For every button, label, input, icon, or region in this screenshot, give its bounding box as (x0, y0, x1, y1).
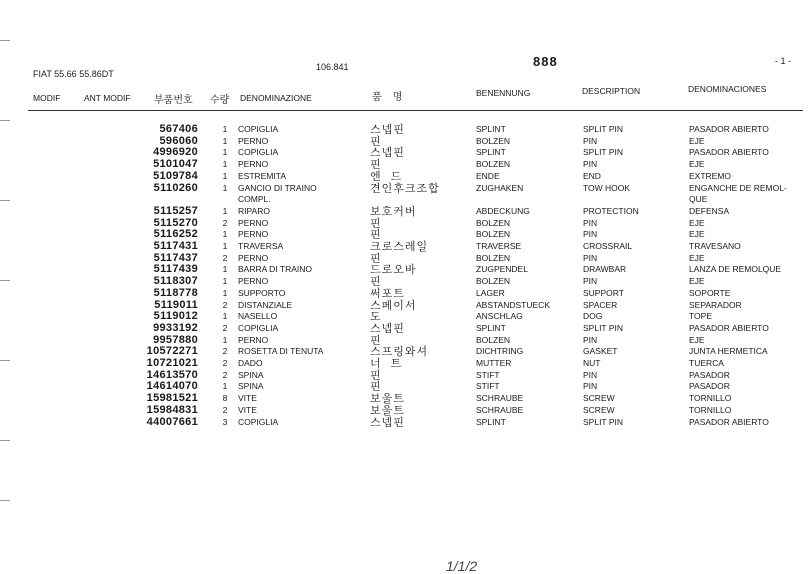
german-name-cell: ENDE (476, 170, 500, 181)
korean-name-cell: 드로오바 (370, 263, 417, 277)
german-name-cell: BOLZEN (476, 276, 511, 287)
quantity-cell: 1 (222, 205, 228, 216)
spanish-name-cell: PASADOR ABIERTO (689, 416, 769, 427)
part-number-cell: 567406 (159, 123, 198, 135)
english-name-cell: PIN (583, 334, 598, 345)
italian-name-cell: SPINA (238, 369, 264, 380)
spanish-name-cell: TORNILLO (689, 404, 732, 415)
korean-name-cell: 핀 (370, 251, 382, 265)
part-number-cell: 4996920 (153, 146, 198, 159)
italian-name-cell: DISTANZIALE (238, 299, 293, 310)
korean-name-cell: 핀 (370, 158, 382, 172)
korean-name-cell: 핀 (370, 368, 382, 382)
italian-name-cell: SPINA (238, 381, 264, 392)
part-number-cell: 5110260 (153, 181, 198, 194)
quantity-cell: 1 (222, 276, 228, 287)
quantity-cell: 1 (222, 170, 228, 181)
quantity-cell: 1 (222, 241, 228, 251)
spanish-name-cell: PASADOR ABIERTO (689, 322, 769, 333)
spanish-name-cell: EJE (689, 276, 705, 287)
german-name-cell: SCHRAUBE (476, 404, 524, 415)
col-korean-name: 품 명 (372, 92, 403, 103)
english-name-cell: TOW HOOK (583, 182, 631, 193)
korean-name-cell: 보호커버 (370, 204, 417, 218)
quantity-cell: 1 (222, 147, 228, 158)
korean-name-cell: 도 (370, 310, 382, 324)
italian-name-cell: NASELLO (238, 311, 278, 322)
spanish-name-cell: EJE (689, 135, 705, 146)
spanish-name-cell: TORNILLO (689, 393, 732, 404)
italian-name-cell: COPIGLIA (238, 124, 279, 134)
part-number-cell: 15981521 (146, 392, 198, 405)
korean-name-cell: 스페이서 (370, 298, 417, 312)
english-name-cell: DRAWBAR (583, 264, 627, 275)
quantity-cell: 1 (222, 264, 228, 275)
group-number: 888 (533, 54, 558, 69)
part-number-cell: 5117431 (153, 240, 198, 252)
italian-name-cell: RIPARO (238, 205, 270, 216)
german-name-cell: BOLZEN (476, 217, 511, 228)
italian-name-cell: DADO (238, 358, 263, 368)
part-number-cell: 5119011 (154, 298, 198, 311)
spanish-name-cell: PASADOR ABIERTO (689, 124, 769, 134)
german-name-cell: SPLINT (476, 322, 506, 333)
part-number-cell: 5116252 (153, 228, 198, 241)
part-number-cell: 5117439 (153, 263, 198, 276)
korean-name-cell: 보울트 (370, 392, 405, 406)
spanish-name-cell: LANZA DE REMOLQUE (689, 264, 782, 275)
part-number-cell: 9957880 (153, 333, 198, 346)
part-number-cell: 44007661 (146, 415, 198, 428)
spanish-name-cell: SOPORTE (689, 287, 731, 298)
col-modif: MODIF (33, 93, 61, 103)
italian-name-cell: PERNO (238, 252, 269, 263)
italian-name-cell: VITE (238, 404, 257, 415)
spanish-name-cell: SEPARADOR (689, 299, 742, 310)
spanish-name-cell: EJE (689, 217, 705, 228)
quantity-cell: 2 (222, 322, 228, 333)
quantity-cell: 2 (222, 252, 228, 263)
korean-name-cell: 핀 (370, 275, 382, 289)
spanish-name-cell: EJE (689, 252, 705, 263)
quantity-cell: 1 (222, 159, 228, 170)
italian-name-cell: PERNO (238, 334, 269, 345)
italian-name-cell: ESTREMITA (238, 170, 287, 181)
german-name-cell: SPLINT (476, 416, 506, 427)
spanish-name-cell: TUERCA (689, 358, 724, 368)
english-name-cell: PIN (583, 252, 598, 263)
part-number-cell: 5101047 (153, 158, 198, 171)
quantity-cell: 3 (222, 416, 228, 427)
korean-name-cell: 스프링와셔 (370, 345, 429, 359)
quantity-cell: 1 (222, 334, 228, 345)
german-name-cell: STIFT (476, 369, 500, 380)
english-name-cell: SPLIT PIN (583, 416, 623, 427)
english-name-cell: SPLIT PIN (583, 147, 623, 158)
spanish-name-cell: ENGANCHE DE REMOL- (689, 182, 787, 193)
quantity-cell: 8 (222, 393, 228, 404)
quantity-cell: 2 (222, 299, 228, 310)
reference-number: 106.841 (316, 62, 349, 72)
english-name-cell: SCREW (583, 404, 615, 415)
italian-name-cell: PERNO (238, 276, 269, 287)
italian-name-cell: COMPL. (238, 194, 271, 205)
col-benennung: BENENNUNG (476, 88, 531, 98)
korean-name-cell: 보울트 (370, 403, 405, 417)
quantity-cell: 1 (222, 182, 228, 193)
italian-name-cell: ROSETTA DI TENUTA (238, 346, 324, 357)
quantity-cell: 2 (222, 358, 228, 368)
quantity-cell: 1 (222, 311, 228, 322)
german-name-cell: MUTTER (476, 358, 512, 368)
italian-name-cell: TRAVERSA (238, 241, 284, 251)
korean-name-cell: 크로스레일 (370, 240, 429, 253)
german-name-cell: ABDECKUNG (476, 205, 530, 216)
part-number-cell: 596060 (159, 134, 198, 147)
korean-name-cell: 핀 (370, 134, 382, 148)
korean-name-cell: 써포트 (370, 286, 405, 300)
spanish-name-cell: EJE (689, 334, 705, 345)
spanish-name-cell: EJE (689, 159, 705, 170)
part-number-cell: 5115257 (153, 204, 198, 217)
korean-name-cell: 스넵핀 (370, 123, 405, 136)
italian-name-cell: VITE (238, 393, 257, 404)
part-number-cell: 15984831 (146, 403, 198, 416)
english-name-cell: NUT (583, 358, 601, 368)
spanish-name-cell: PASADOR (689, 369, 730, 380)
korean-name-cell: 핀 (370, 216, 382, 230)
col-quantity: 수량 (210, 95, 230, 106)
korean-name-cell: 스넵핀 (370, 415, 405, 429)
german-name-cell: SPLINT (476, 147, 506, 158)
quantity-cell: 1 (222, 124, 228, 134)
col-description: DESCRIPTION (582, 86, 641, 96)
quantity-cell: 2 (222, 217, 228, 228)
german-name-cell: BOLZEN (476, 334, 511, 345)
english-name-cell: PIN (583, 217, 598, 228)
german-name-cell: ABSTANDSTUECK (476, 299, 550, 310)
footer-mark: 1/1/2 (446, 558, 478, 574)
english-name-cell: SPLIT PIN (583, 124, 623, 134)
part-number-cell: 5118778 (153, 286, 198, 299)
german-name-cell: ZUGHAKEN (476, 182, 524, 193)
english-name-cell: SPACER (583, 299, 618, 310)
part-number-cell: 14613570 (146, 368, 198, 381)
english-name-cell: DOG (583, 311, 603, 322)
german-name-cell: SCHRAUBE (476, 393, 524, 404)
german-name-cell: LAGER (476, 287, 505, 298)
quantity-cell: 1 (222, 381, 228, 392)
part-number-cell: 5117437 (153, 251, 198, 264)
english-name-cell: GASKET (583, 346, 618, 357)
spanish-name-cell: TRAVESANO (689, 241, 741, 251)
spanish-name-cell: DEFENSA (689, 205, 730, 216)
quantity-cell: 1 (222, 135, 228, 146)
italian-name-cell: PERNO (238, 217, 269, 228)
korean-name-cell: 핀 (370, 228, 382, 242)
italian-name-cell: PERNO (238, 135, 269, 146)
quantity-cell: 2 (222, 369, 228, 380)
english-name-cell: PIN (583, 229, 598, 240)
english-name-cell: SCREW (583, 393, 615, 404)
spanish-name-cell: PASADOR ABIERTO (689, 147, 769, 158)
korean-name-cell: 견인후크조합 (370, 181, 440, 195)
col-ant-modif: ANT MODIF (84, 93, 131, 103)
german-name-cell: BOLZEN (476, 229, 511, 240)
italian-name-cell: BARRA DI TRAINO (238, 264, 312, 275)
col-part-number: 부품번호 (154, 95, 193, 106)
page-number: - 1 - (775, 56, 792, 66)
spanish-name-cell: EJE (689, 229, 705, 240)
korean-name-cell: 스넵핀 (370, 321, 405, 335)
part-number-cell: 10721021 (146, 357, 198, 369)
binding-edge (0, 0, 12, 570)
korean-name-cell: 엔 드 (370, 169, 403, 183)
part-number-cell: 5118307 (153, 275, 198, 288)
german-name-cell: TRAVERSE (476, 241, 522, 251)
english-name-cell: PROTECTION (583, 205, 639, 216)
quantity-cell: 2 (222, 346, 228, 357)
spanish-name-cell: EXTREMO (689, 170, 732, 181)
korean-name-cell: 핀 (370, 380, 382, 394)
part-number-cell: 5115270 (153, 216, 198, 229)
english-name-cell: PIN (583, 381, 598, 392)
quantity-cell: 1 (222, 287, 228, 298)
english-name-cell: SPLIT PIN (583, 322, 623, 333)
quantity-cell: 2 (222, 404, 228, 415)
korean-name-cell: 너 트 (370, 357, 403, 370)
english-name-cell: END (583, 170, 601, 181)
italian-name-cell: COPIGLIA (238, 147, 279, 158)
spanish-name-cell: PASADOR (689, 381, 730, 392)
part-number-cell: 5109784 (153, 169, 198, 182)
german-name-cell: DICHTRING (476, 346, 524, 357)
part-number-cell: 5119012 (153, 310, 198, 323)
italian-name-cell: GANCIO DI TRAINO (238, 182, 317, 193)
english-name-cell: PIN (583, 369, 598, 380)
german-name-cell: ANSCHLAG (476, 311, 523, 322)
korean-name-cell: 스넵핀 (370, 146, 405, 160)
spanish-name-cell: JUNTA HERMETICA (689, 346, 768, 357)
german-name-cell: BOLZEN (476, 252, 511, 263)
english-name-cell: PIN (583, 276, 598, 287)
italian-name-cell: PERNO (238, 229, 269, 240)
german-name-cell: ZUGPENDEL (476, 264, 528, 275)
korean-name-cell: 핀 (370, 333, 382, 347)
col-denominaciones: DENOMINACIONES (688, 84, 767, 94)
german-name-cell: STIFT (476, 381, 500, 392)
col-denominazione: DENOMINAZIONE (240, 93, 312, 103)
italian-name-cell: COPIGLIA (238, 322, 279, 333)
german-name-cell: SPLINT (476, 124, 506, 134)
spanish-name-cell: QUE (689, 194, 708, 205)
italian-name-cell: COPIGLIA (238, 416, 279, 427)
italian-name-cell: PERNO (238, 159, 269, 170)
english-name-cell: PIN (583, 135, 598, 146)
spanish-name-cell: TOPE (689, 311, 712, 322)
english-name-cell: CROSSRAIL (583, 241, 633, 251)
german-name-cell: BOLZEN (476, 135, 511, 146)
quantity-cell: 1 (222, 229, 228, 240)
german-name-cell: BOLZEN (476, 159, 511, 170)
english-name-cell: SUPPORT (583, 287, 624, 298)
part-number-cell: 9933192 (153, 321, 198, 334)
part-number-cell: 14614070 (146, 380, 198, 393)
english-name-cell: PIN (583, 159, 598, 170)
model-title: FIAT 55.66 55.86DT (33, 69, 114, 79)
part-number-cell: 10572271 (146, 345, 198, 358)
header-divider (28, 110, 803, 111)
italian-name-cell: SUPPORTO (238, 287, 286, 298)
